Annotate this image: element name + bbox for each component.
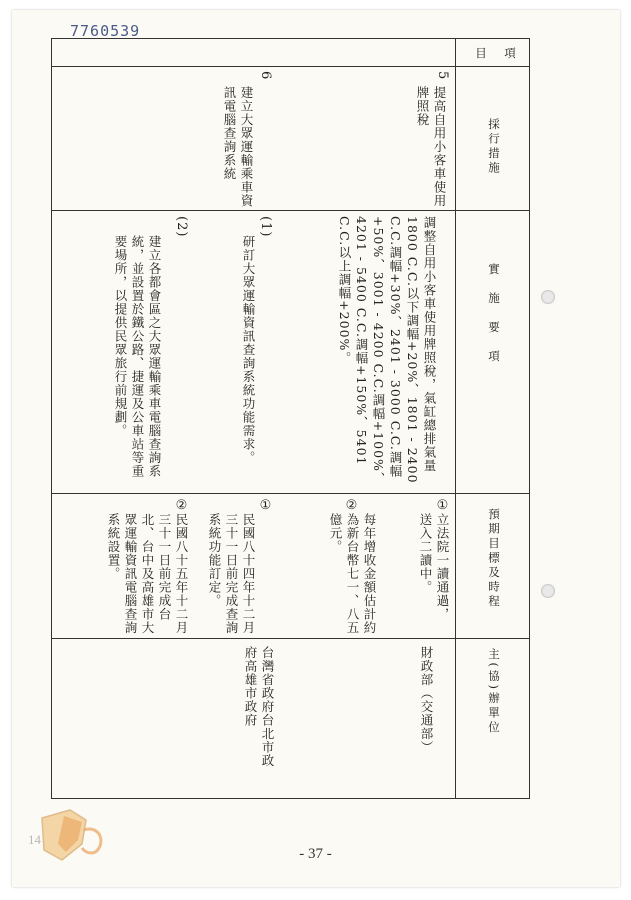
header-agency: 主(協)辦單位 — [487, 648, 501, 736]
row6-target2-mark: ② — [174, 498, 189, 514]
row6-detail2-mark: (2) — [174, 216, 189, 238]
header-details: 實 施 要 項 — [487, 263, 501, 365]
page-number: - 37 - — [299, 846, 332, 862]
header-item: 目 項 — [475, 46, 519, 60]
row6-detail1: 研訂大眾運輸資訊查詢系統功能需求。 — [241, 235, 256, 465]
row6-measure: 建立大眾運輸乘車資訊電腦查詢系統 — [222, 86, 254, 208]
document-number-stamp: 7760539 — [70, 22, 141, 40]
row5-agency: 財政部（交通部） — [419, 646, 434, 754]
row6-number: 6 — [258, 71, 273, 81]
header-targets: 預期目標及時程 — [487, 508, 501, 610]
row6-detail2: 建立各都會區之大眾運輸乘車電腦查詢系統，並設置於鐵公路、捷運及公車站等重要場所，以提供民眾旅行前規劃。 — [113, 235, 162, 478]
row6-target1: 民國八十四年十二月三十一日前完成查詢系統功能訂定。 — [207, 513, 256, 635]
row6-agency: 台灣省政府台北市政府高雄市政府 — [243, 646, 275, 768]
binder-hole-top — [541, 290, 555, 304]
row5-target2-mark: ② — [344, 498, 359, 514]
row6-target1-mark: ① — [258, 498, 273, 514]
row5-measure: 提高自用小客車使用牌照稅 — [415, 86, 447, 208]
row5-target1-mark: ① — [435, 498, 450, 514]
row6-target2: 民國八十五年十二月三十一日前完成台北、台中及高雄市大眾運輸資訊電腦查詢系統設置。 — [106, 513, 189, 635]
svg-text:14: 14 — [28, 832, 41, 847]
header-measures: 採行措施 — [487, 118, 501, 176]
schedule-table — [51, 38, 530, 798]
row5-details: 調整自用小客車使用牌照稅，氣缸總排氣量1800 C.C.以下調幅+20%、1801 - 2400 C.C.調幅+30%、2401 - 3000 C.C.調幅+50%、3001 - 4200 C.C.調幅+100%、4201 - 5400 C.C.調幅+150%、5401 C.C.以上調幅+200%。 — [337, 216, 437, 486]
row6-detail1-mark: (1) — [258, 216, 273, 238]
row5-target2: 每年增收金額估計約為新台幣七一、八五億元。 — [328, 513, 377, 635]
row5-target1: 立法院一讀通過，送入二讀中。 — [418, 513, 450, 621]
row5-number: 5 — [435, 71, 450, 81]
binder-hole-bottom — [541, 584, 555, 598]
